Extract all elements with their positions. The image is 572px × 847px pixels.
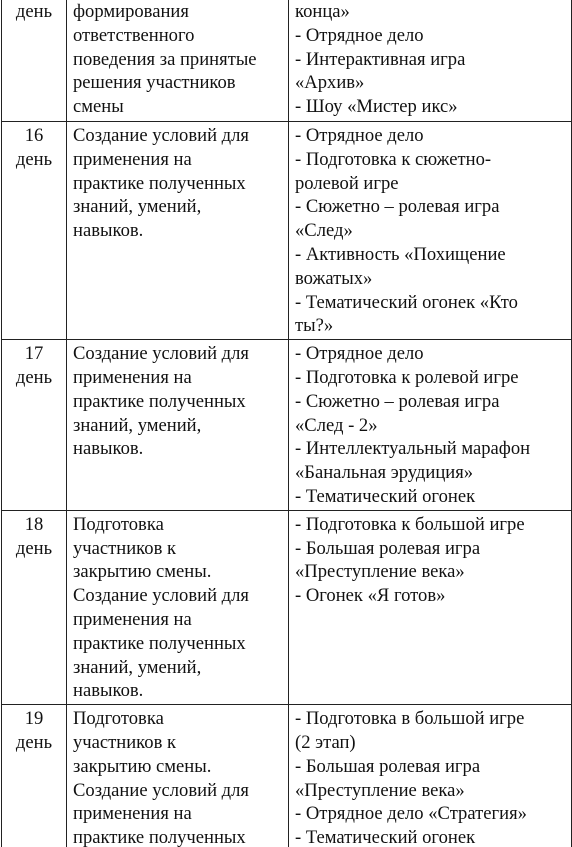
goal-line: навыков. [73, 438, 144, 460]
table-row [2, 340, 572, 511]
table-row [2, 122, 572, 340]
goal-cell [67, 0, 289, 122]
activity-line: - Шоу «Мистер икс» [295, 96, 458, 118]
table-row [2, 705, 572, 847]
activity-line: вожатых» [295, 267, 373, 289]
goal-line: практике полученных [73, 390, 246, 412]
activities-cell [289, 0, 572, 122]
activities-cell [289, 705, 572, 847]
goal-line: Создание условий для [73, 125, 249, 146]
activity-line: ты?» [295, 315, 334, 337]
goal-line: участников к [73, 537, 177, 559]
activity-line: конца» [295, 1, 350, 22]
day-label: день [15, 366, 53, 388]
goal-cell [67, 122, 289, 340]
activity-line: - Отрядное дело «Стратегия» [295, 803, 527, 825]
activity-line: «Преступление века» [295, 561, 465, 583]
activity-line: - Подготовка к большой игре [295, 513, 525, 535]
goal-line: Создание условий для [73, 779, 249, 801]
activity-line: «След - 2» [295, 414, 378, 436]
activity-line: - Активность «Похищение [295, 243, 506, 265]
activity-line: - Интеллектуальный марафон [295, 438, 531, 460]
activity-line: - Тематический огонек «Кто [295, 291, 518, 313]
goal-line: Создание условий для [73, 343, 249, 365]
activity-line: «Банальная эрудиция» [295, 462, 474, 484]
goal-line: закрытию смены. [73, 755, 212, 777]
day-cell [2, 0, 67, 122]
goal-line: знаний, умений, [73, 414, 202, 436]
day-cell [2, 122, 67, 340]
day-cell [2, 510, 67, 704]
day-number: 17 [24, 343, 44, 365]
goal-line: знаний, умений, [73, 656, 202, 678]
goal-line: поведения за принятые [73, 48, 257, 70]
activity-line: - Большая ролевая игра [295, 537, 481, 559]
goal-line: Подготовка [73, 708, 164, 730]
day-label: день [15, 148, 53, 170]
activity-line: (2 этап) [295, 731, 356, 753]
day-label: день [15, 731, 53, 753]
activities-cell [289, 122, 572, 340]
goal-line: применения на [73, 366, 192, 388]
activity-line: - Отрядное дело [295, 24, 424, 46]
day-cell [2, 340, 67, 511]
activity-line: - Тематический огонек [295, 827, 476, 847]
activity-line: «След» [295, 220, 353, 242]
activity-line: - Отрядное дело [295, 125, 424, 146]
goal-line: знаний, умений, [73, 196, 202, 218]
day-label: день [15, 1, 53, 22]
day-number: 18 [24, 513, 44, 535]
activity-line: - Тематический огонек [295, 485, 476, 507]
activity-line: - Подготовка к сюжетно- [295, 148, 492, 170]
activity-line: - Огонек «Я готов» [295, 585, 446, 607]
activity-line: «Архив» [295, 72, 365, 94]
goal-line: практике полученных [73, 827, 246, 847]
activity-line: - Сюжетно – ролевая игра [295, 390, 500, 412]
table-row [2, 510, 572, 704]
table-row [2, 0, 572, 122]
goal-line: закрытию смены. [73, 561, 212, 583]
schedule-table [1, 0, 572, 847]
activity-line: - Большая ролевая игра [295, 755, 481, 777]
goal-line: ответственного [73, 24, 195, 46]
goal-line: решения участников [73, 72, 236, 94]
activity-line: - Подготовка в большой игре [295, 708, 525, 730]
goal-line: Подготовка [73, 513, 164, 535]
goal-line: применения на [73, 803, 192, 825]
activity-line: ролевой игре [295, 172, 399, 194]
goal-line: практике полученных [73, 632, 246, 654]
goal-line: практике полученных [73, 172, 246, 194]
activity-line: «Преступление века» [295, 779, 465, 801]
goal-line: смены [73, 96, 124, 118]
goal-line: Создание условий для [73, 585, 249, 607]
day-cell [2, 705, 67, 847]
activities-cell [289, 340, 572, 511]
goal-cell [67, 510, 289, 704]
activities-cell [289, 510, 572, 704]
day-number: 19 [24, 708, 44, 730]
goal-cell [67, 705, 289, 847]
goal-line: навыков. [73, 680, 144, 702]
goal-cell [67, 340, 289, 511]
goal-line: применения на [73, 148, 192, 170]
goal-line: участников к [73, 731, 177, 753]
activity-line: - Отрядное дело [295, 343, 424, 365]
day-number: 16 [24, 125, 44, 146]
day-label: день [15, 537, 53, 559]
goal-line: применения на [73, 608, 192, 630]
goal-line: формирования [73, 1, 189, 22]
activity-line: - Интерактивная игра [295, 48, 466, 70]
goal-line: навыков. [73, 220, 144, 242]
activity-line: - Сюжетно – ролевая игра [295, 196, 500, 218]
activity-line: - Подготовка к ролевой игре [295, 366, 519, 388]
